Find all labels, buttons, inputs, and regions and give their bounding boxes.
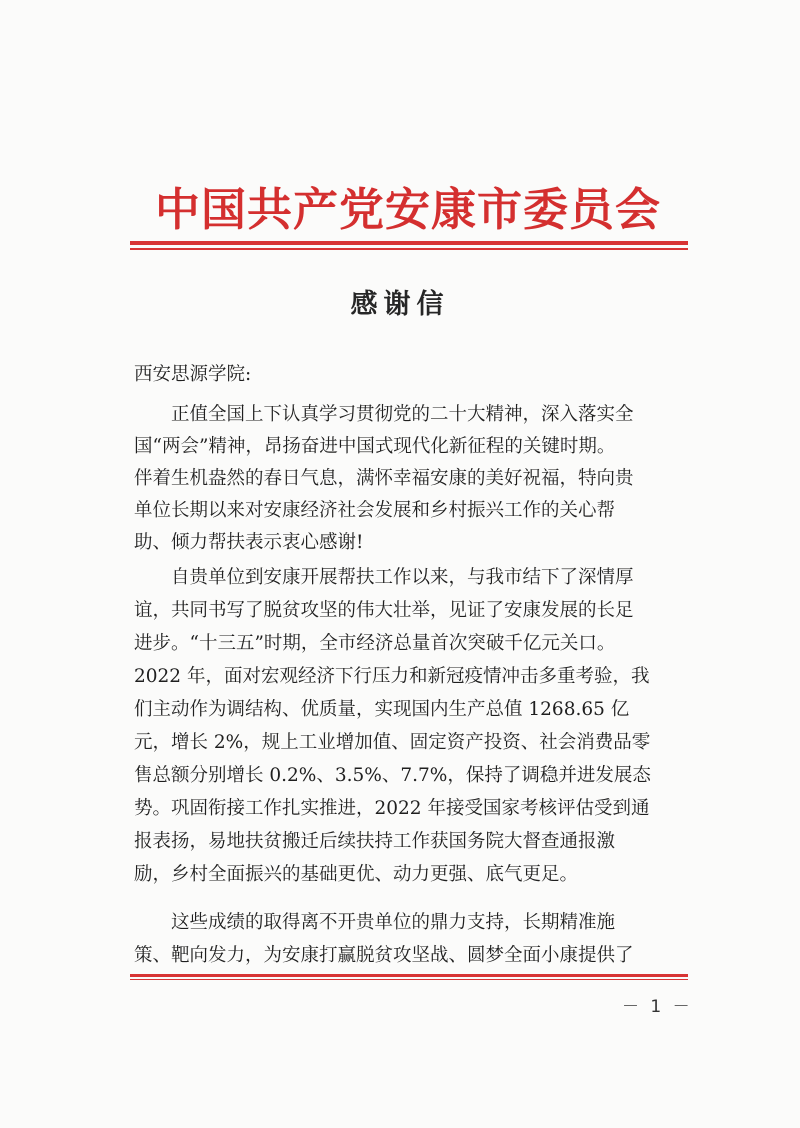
body-line: 自贵单位到安康开展帮扶工作以来，与我市结下了深情厚 xyxy=(134,567,634,588)
body-line: 单位长期以来对安康经济社会发展和乡村振兴工作的关心帮 xyxy=(134,500,616,521)
body-line: 售总额分别增长 0.2%、3.5%、7.7%，保持了调稳并进发展态 xyxy=(134,765,651,786)
body-line: 报表扬，易地扶贫搬迁后续扶持工作获国务院大督查通报激 xyxy=(134,831,616,852)
footer-rule-thin xyxy=(130,979,688,980)
salutation: 西安思源学院: xyxy=(134,364,252,385)
body-line: 谊，共同书写了脱贫攻坚的伟大壮举，见证了安康发展的长足 xyxy=(134,600,634,621)
footer-rule-thick xyxy=(130,974,688,977)
body-line: 进步。“十三五”时期，全市经济总量首次突破千亿元关口。 xyxy=(134,633,616,654)
body-line: 这些成绩的取得离不开贵单位的鼎力支持，长期精准施 xyxy=(134,912,616,933)
body-line: 势。巩固衔接工作扎实推进，2022 年接受国家考核评估受到通 xyxy=(134,798,650,819)
page-number: － 1 － xyxy=(622,997,693,1017)
letterhead-organization: 中国共产党安康市委员会 xyxy=(154,183,661,236)
body-line: 2022 年，面对宏观经济下行压力和新冠疫情冲击多重考验，我 xyxy=(134,666,650,687)
body-line: 元，增长 2%，规上工业增加值、固定资产投资、社会消费品零 xyxy=(134,732,651,753)
body-line: 伴着生机盎然的春日气息，满怀幸福安康的美好祝福，特向贵 xyxy=(134,468,634,489)
body-line: 助、倾力帮扶表示衷心感谢! xyxy=(134,532,364,553)
body-line: 励，乡村全面振兴的基础更优、动力更强、底气更足。 xyxy=(134,864,579,885)
letterhead-rule-thick xyxy=(130,241,688,245)
body-line: 国“两会”精神，昂扬奋进中国式现代化新征程的关键时期。 xyxy=(134,436,616,457)
body-line: 们主动作为调结构、优质量，实现国内生产总值 1268.65 亿 xyxy=(134,699,630,720)
body-line: 正值全国上下认真学习贯彻党的二十大精神，深入落实全 xyxy=(134,404,634,425)
document-title: 感谢信 xyxy=(350,289,450,320)
letterhead-rule-thin xyxy=(130,248,688,250)
body-line: 策、靶向发力，为安康打赢脱贫攻坚战、圆梦全面小康提供了 xyxy=(134,945,634,966)
